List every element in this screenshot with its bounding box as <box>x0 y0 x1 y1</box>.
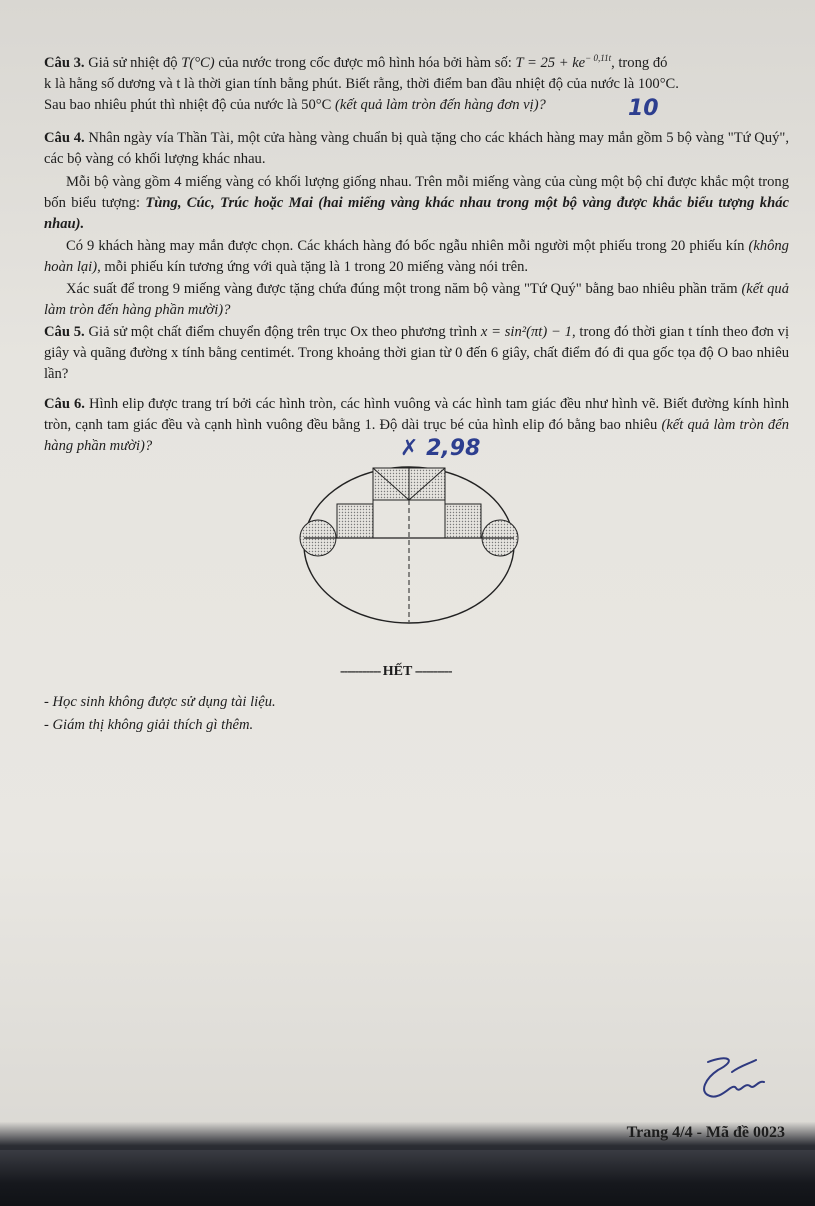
note-1: - Học sinh không được sử dụng tài liệu. <box>44 694 276 710</box>
page-footer: Trang 4/4 - Mã đề 0023 <box>626 1124 785 1141</box>
q4-paragraph-2 <box>44 172 789 235</box>
handwritten-answer-q3: 10 <box>628 96 659 121</box>
q3-line3: Sau bao nhiêu phút thì nhiệt độ của nước là 50°C <box>44 96 332 113</box>
q4-p3-text-c: , mỗi phiếu kín tương ứng với quà tặng là 1 trong 20 miếng vàng nói trên. <box>97 259 529 275</box>
q3-formula: T = 25 + ke <box>515 54 586 71</box>
q5-text-b: , trong đó thời gian t tính theo đơn vị giây và quãng đường x tính bằng centimét. Trong khoảng thời gian từ 0 đến 6 giây, chất điểm đó đi qua gốc tọa độ O bao nhiêu lần? <box>44 324 789 382</box>
q4-p4-text: Xác suất để trong 9 miếng vàng được tặng chứa đúng một trong năm bộ vàng "Tứ Quý" bằng bao nhiêu phần trăm <box>66 281 738 297</box>
ellipse-figure <box>296 460 526 630</box>
q3-line2: k là hằng số dương và t là thời gian tính bằng phút. Biết rằng, thời điểm ban đầu nhiệt độ của nước là 100°C. <box>44 75 679 92</box>
q5-text-a: Giả sử một chất điểm chuyển động trên trục Ox theo phương trình <box>88 324 477 340</box>
q4-label: Câu 4. <box>44 130 85 146</box>
question-3 <box>44 48 789 116</box>
end-marker: ----------- HẾT ---------- <box>340 664 452 679</box>
question-5 <box>44 322 789 385</box>
q6-label: Câu 6. <box>44 396 85 412</box>
q6-text: Hình elip được trang trí bởi các hình tròn, các hình vuông và các hình tam giác đều như hình vẽ. Biết đường kính hình tròn, cạnh tam giác đều và cạnh hình vuông đều bằng 1. Độ dài trục bé của hình elip đó bằng bao nhiêu <box>44 396 790 433</box>
q4-paragraph-1: Nhân ngày vía Thần Tài, một cửa hàng vàng chuẩn bị quà tặng cho các khách hàng may mắn gồm 5 bộ vàng "Tứ Quý", các bộ vàng có khối lượng khác nhau. <box>44 130 790 167</box>
q5-formula: x = sin²(πt) − 1 <box>480 324 572 340</box>
handwritten-answer-q6: ✗ 2,98 <box>400 436 481 461</box>
q3-text-b: của nước trong cốc được mô hình hóa bởi hàm số: <box>218 54 512 71</box>
q4-paragraph-3 <box>44 236 789 278</box>
q4-p2-text: Mỗi bộ vàng gồm 4 miếng vàng có khối lượng giống nhau. Trên mỗi miếng vàng của cùng một bộ chỉ được khắc một trong bốn biểu tượng: <box>44 174 789 211</box>
q3-text-a: Giả sử nhiệt độ <box>88 54 178 71</box>
q4-paragraph-4 <box>44 279 789 321</box>
q3-label: Câu 3. <box>44 54 85 71</box>
note-2: - Giám thị không giải thích gì thêm. <box>44 717 254 733</box>
end-text: HẾT <box>382 664 413 679</box>
question-4 <box>44 128 789 170</box>
q3-rounding-note: (kết quả làm tròn đến hàng đơn vị)? <box>335 96 546 113</box>
mid-square-left <box>337 504 373 538</box>
proctor-signature <box>688 1052 778 1112</box>
q3-function: T(°C) <box>181 54 215 71</box>
q4-p4-rounding: (kết quả làm tròn đến hàng phần mười)? <box>44 281 789 318</box>
photo-bottom-shadow <box>0 1150 815 1206</box>
q4-p3-italic: (không hoàn lại) <box>44 238 789 275</box>
q6-rounding: (kết quả làm tròn đến hàng phần mười)? <box>44 417 789 454</box>
q3-text-c: , trong đó <box>611 54 668 71</box>
q3-exponent: − 0,11t <box>585 53 612 63</box>
q4-p3-text-a: Có 9 khách hàng may mắn được chọn. Các khách hàng đó bốc ngẫu nhiên mỗi người một phiếu trong 20 phiếu kín <box>66 238 745 254</box>
q5-label: Câu 5. <box>44 324 85 340</box>
mid-square-right <box>445 504 481 538</box>
q6-handwritten-value: 2,98 <box>426 436 481 461</box>
q4-p2-symbols: Tùng, Cúc, Trúc hoặc Mai (hai miếng vàng khác nhau trong một bộ vàng được khắc biểu tượng khác nhau). <box>44 195 789 232</box>
